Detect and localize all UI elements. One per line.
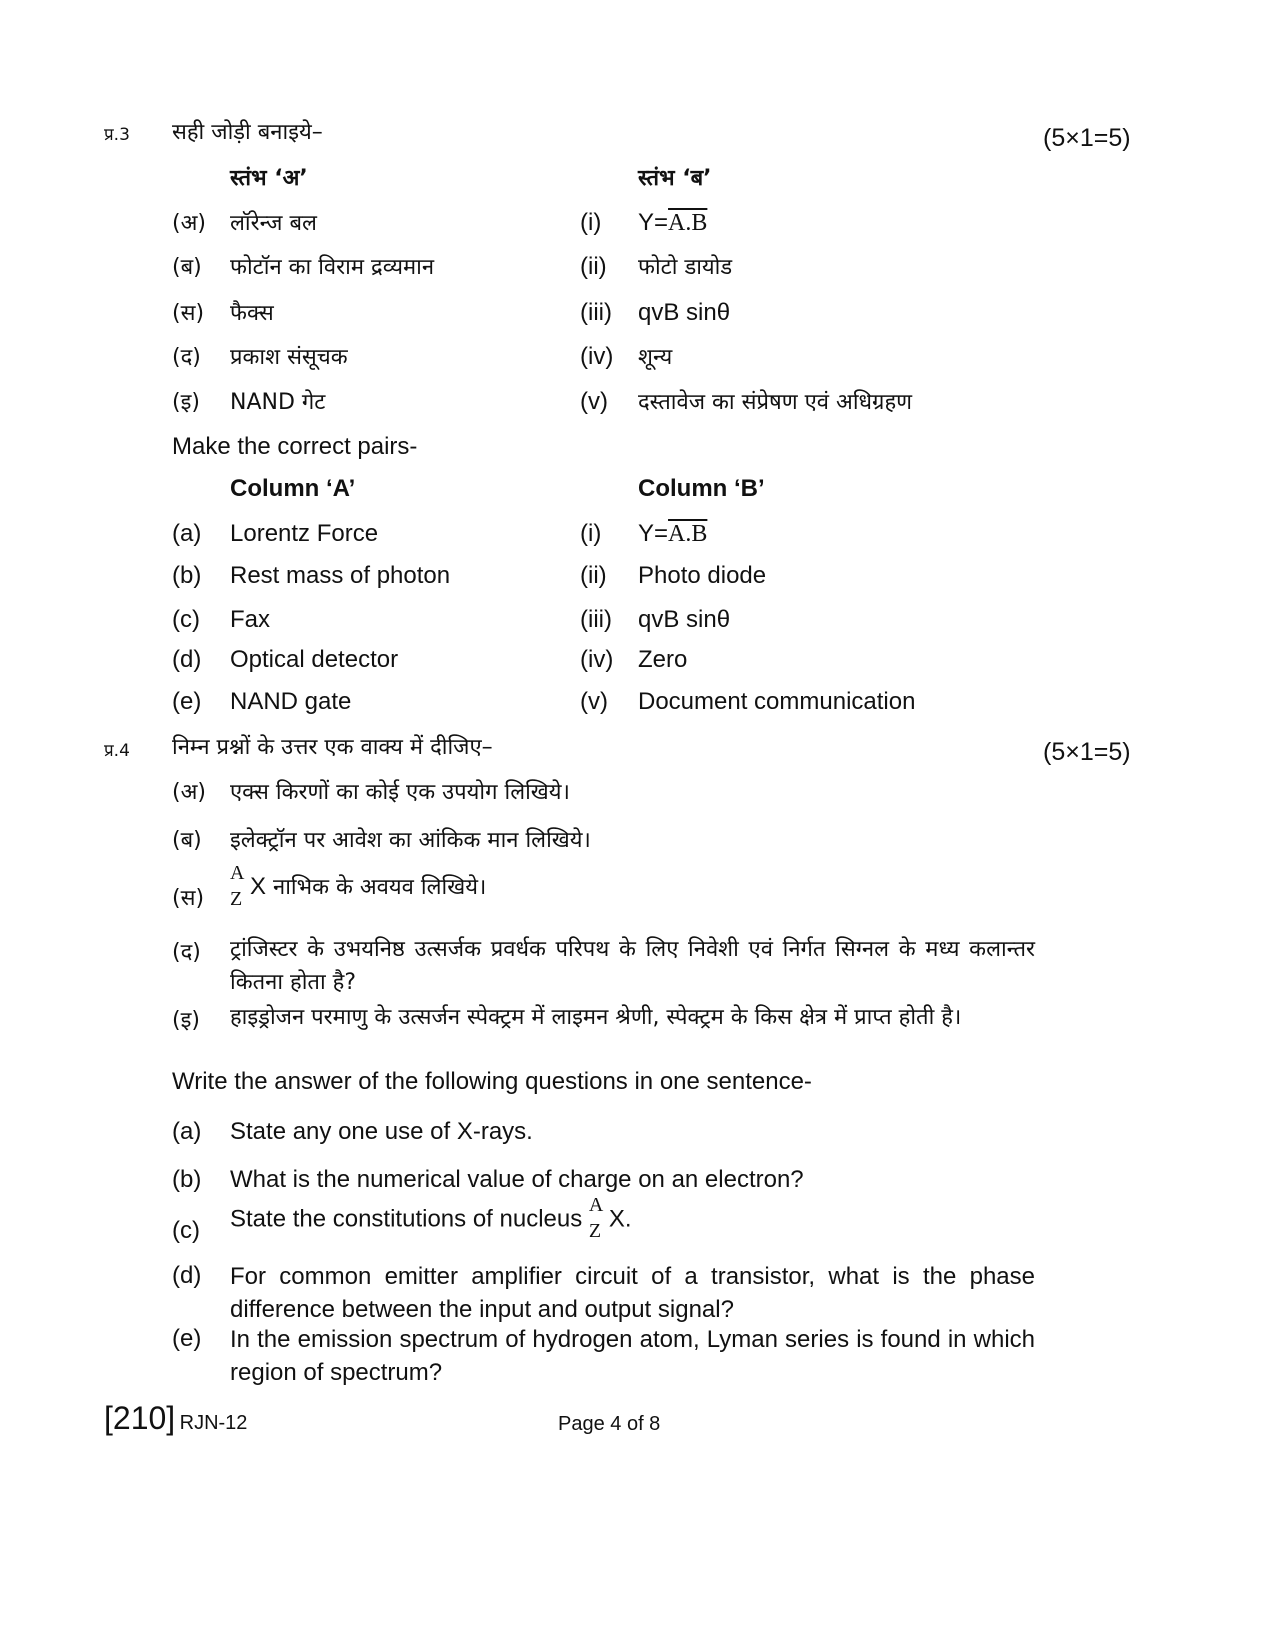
row-right: qvB sinθ bbox=[638, 299, 731, 326]
row-label: (a) bbox=[172, 520, 202, 547]
item-text: ट्रांजिस्टर के उभयनिष्ठ उत्सर्जक प्रवर्धक परिपथ के लिए निवेशी एवं निर्गत सिग्नल के मध्य कलान्तर कितना होता है? bbox=[230, 937, 1035, 995]
row-num: (iv) bbox=[580, 343, 614, 370]
item-label: (द) bbox=[172, 940, 201, 965]
footer-code-block bbox=[104, 1400, 247, 1437]
column-b-header-hindi: स्तंभ ‘ब’ bbox=[638, 166, 712, 191]
item-text: In the emission spectrum of hydrogen atom, Lyman series is found in which region of spectrum? bbox=[230, 1326, 1035, 1386]
q4-title-english: Write the answer of the following questions in one sentence- bbox=[172, 1068, 812, 1095]
row-label: (अ) bbox=[172, 211, 206, 236]
row-right: qvB sinθ bbox=[638, 606, 731, 633]
item-label: (a) bbox=[172, 1118, 202, 1145]
item-c-hindi bbox=[230, 862, 487, 910]
nucleus-notation bbox=[588, 1194, 609, 1242]
row-label: (स) bbox=[172, 301, 205, 326]
row-left: Fax bbox=[230, 606, 271, 633]
row-left: NAND गेट bbox=[230, 390, 326, 415]
item-label: (ब) bbox=[172, 828, 202, 853]
item-label: (c) bbox=[172, 1217, 200, 1244]
item-label: (स) bbox=[172, 886, 205, 911]
formula-prefix: Y= bbox=[638, 209, 669, 236]
row-num: (i) bbox=[580, 209, 602, 236]
row-label: (c) bbox=[172, 606, 200, 633]
row-left: प्रकाश संसूचक bbox=[230, 345, 348, 370]
footer-paper: RJN-12 bbox=[179, 1412, 248, 1434]
q3-number: प्र.3 bbox=[104, 125, 130, 145]
row-label: (e) bbox=[172, 688, 202, 715]
row-num: (i) bbox=[580, 520, 602, 547]
item-text: State the constitutions of nucleus bbox=[230, 1205, 583, 1233]
row-right: Photo diode bbox=[638, 562, 767, 589]
row-label: (द) bbox=[172, 345, 201, 370]
row-num: (iii) bbox=[580, 606, 612, 633]
row-num: (iv) bbox=[580, 646, 614, 673]
nucleus-symbol: X bbox=[250, 873, 267, 900]
item-c-english bbox=[230, 1194, 632, 1242]
row-right: फोटो डायोड bbox=[638, 255, 733, 280]
row-left: फैक्स bbox=[230, 301, 274, 326]
nucleus-notation bbox=[230, 862, 250, 910]
item-label: (e) bbox=[172, 1325, 202, 1352]
item-label: (इ) bbox=[172, 1008, 200, 1033]
q3-title-hindi: सही जोड़ी बनाइये– bbox=[172, 120, 323, 145]
q4-number: प्र.4 bbox=[104, 741, 130, 761]
q3-title-english: Make the correct pairs- bbox=[172, 433, 418, 460]
row-num: (v) bbox=[580, 688, 608, 715]
column-a-header-english: Column ‘A’ bbox=[230, 475, 356, 502]
item-text: नाभिक के अवयव लिखिये। bbox=[273, 875, 487, 900]
row-label: (इ) bbox=[172, 390, 200, 415]
item-text: What is the numerical value of charge on an electron? bbox=[230, 1166, 804, 1193]
row-left: फोटॉन का विराम द्रव्यमान bbox=[230, 255, 435, 280]
row-label: (b) bbox=[172, 562, 202, 589]
row-right: Document communication bbox=[638, 688, 916, 715]
page-number: Page 4 of 8 bbox=[558, 1413, 661, 1435]
nand-formula-english bbox=[638, 520, 707, 548]
formula-expr: A.B bbox=[668, 521, 708, 547]
item-text: हाइड्रोजन परमाणु के उत्सर्जन स्पेक्ट्रम में लाइमन श्रेणी, स्पेक्ट्रम के किस क्षेत्र में प्राप्त होती है। bbox=[230, 1005, 962, 1030]
row-left: Lorentz Force bbox=[230, 520, 379, 547]
formula-expr: A.B bbox=[668, 210, 708, 236]
row-left: NAND gate bbox=[230, 688, 352, 715]
row-right: Zero bbox=[638, 646, 688, 673]
row-right: शून्य bbox=[638, 345, 673, 370]
mass-number: A bbox=[588, 1194, 604, 1216]
footer-code: [210] bbox=[104, 1400, 176, 1436]
row-left: Optical detector bbox=[230, 646, 399, 673]
q3-marks: (5×1=5) bbox=[1043, 124, 1131, 152]
item-label: (d) bbox=[172, 1262, 202, 1289]
row-num: (ii) bbox=[580, 253, 607, 280]
row-num: (iii) bbox=[580, 299, 612, 326]
mass-number: A bbox=[230, 862, 245, 884]
row-label: (d) bbox=[172, 646, 202, 673]
formula-prefix: Y= bbox=[638, 520, 669, 547]
item-label: (b) bbox=[172, 1166, 202, 1193]
q4-marks: (5×1=5) bbox=[1043, 738, 1131, 766]
q4-title-hindi: निम्न प्रश्नों के उत्तर एक वाक्य में दीजिए– bbox=[172, 735, 493, 760]
row-label: (ब) bbox=[172, 255, 202, 280]
column-b-header-english: Column ‘B’ bbox=[638, 475, 765, 502]
nucleus-symbol: X bbox=[608, 1205, 625, 1233]
column-a-header-hindi: स्तंभ ‘अ’ bbox=[230, 166, 308, 191]
item-text: इलेक्ट्रॉन पर आवेश का आंकिक मान लिखिये। bbox=[230, 828, 591, 853]
item-text: State any one use of X-rays. bbox=[230, 1118, 533, 1145]
item-c-suffix: . bbox=[624, 1205, 632, 1233]
row-right: दस्तावेज का संप्रेषण एवं अधिग्रहण bbox=[638, 390, 913, 415]
row-left: Rest mass of photon bbox=[230, 562, 451, 589]
atomic-number: Z bbox=[588, 1220, 602, 1242]
item-text: एक्स किरणों का कोई एक उपयोग लिखिये। bbox=[230, 780, 570, 805]
item-text: For common emitter amplifier circuit of a transistor, what is the phase difference between the input and output signal? bbox=[230, 1263, 1035, 1323]
row-num: (ii) bbox=[580, 562, 607, 589]
item-label: (अ) bbox=[172, 780, 206, 805]
row-left: लॉरेन्ज बल bbox=[230, 211, 317, 236]
nand-formula-hindi bbox=[638, 209, 707, 237]
atomic-number: Z bbox=[230, 888, 243, 910]
row-num: (v) bbox=[580, 388, 608, 415]
